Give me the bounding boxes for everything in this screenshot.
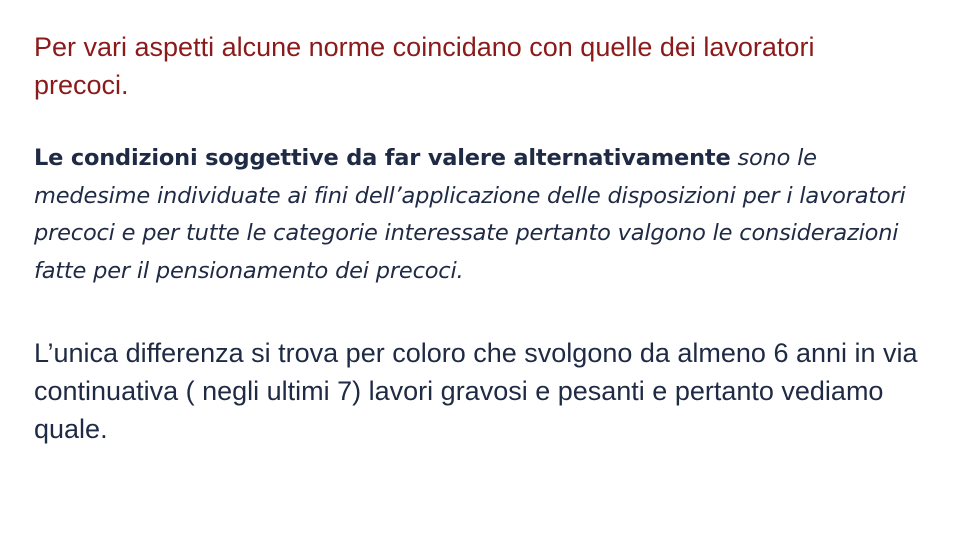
conditions-bold-text: Le condizioni soggettive da far valere alternativamente [34, 145, 731, 171]
conditions-paragraph [34, 140, 934, 290]
difference-paragraph: L’unica differenza si trova per coloro che svolgono da almeno 6 anni in via continuativa ( negli ultimi 7) lavori gravosi e pesanti e pertanto vediamo quale. [34, 338, 918, 444]
conditions-italic-text: sono le medesime individuate ai fini dell’applicazione delle disposizioni per i lavoratori precoci e per tutte le categorie interessate pertanto valgono le considerazioni fatte per il pensionamento dei precoci. [34, 145, 906, 284]
slide-title: Per vari aspetti alcune norme coincidano con quelle dei lavoratori precoci. [34, 32, 815, 100]
